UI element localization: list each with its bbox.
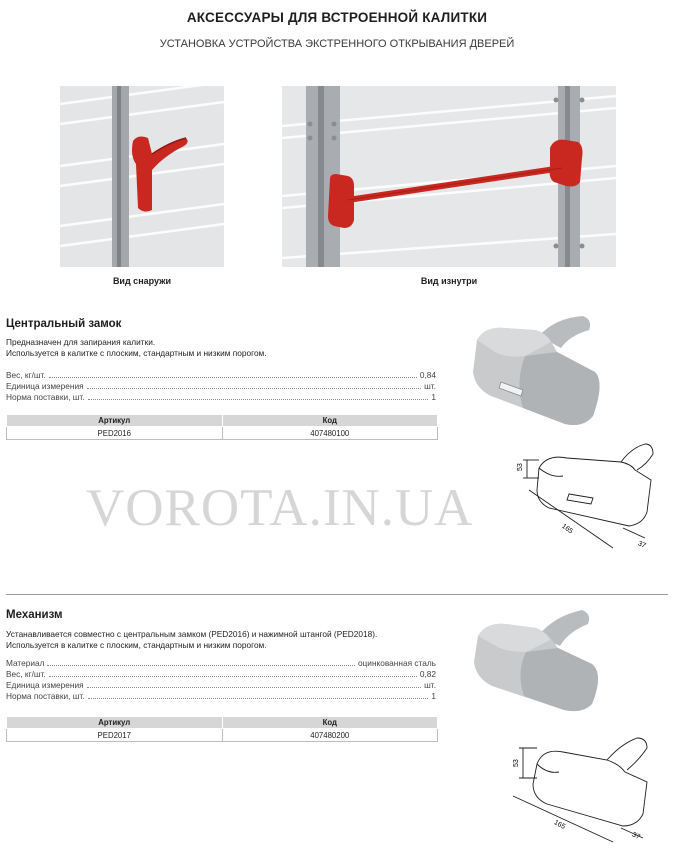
dim-height: 53 [513,759,520,767]
mechanism-drawing [503,730,665,844]
inside-view-caption: Вид изнутри [420,276,478,286]
spec-list [6,658,436,702]
outside-view-caption: Вид снаружи [112,276,172,286]
dim-width: 37 [630,831,641,842]
article-cell: PED2017 [7,729,223,742]
code-cell: 407480200 [222,729,438,742]
outside-view-photo [60,86,224,267]
section-divider [6,594,668,595]
product-description: Устанавливается совместно с центральным замком (PED2016) и нажимной штангой (PED2018). Используется в калитке с плоским, стандартным и низким порогом. [6,629,378,650]
spec-row: Вес, кг/шт. 0,84 [6,370,436,380]
dim-width: 37 [636,540,647,550]
dim-length: 165 [560,522,574,536]
page-title: АКСЕССУАРЫ ДЛЯ ВСТРОЕННОЙ КАЛИТКИ [186,10,488,25]
spec-row: Норма поставки, шт. 1 [6,691,436,701]
page-subtitle: УСТАНОВКА УСТРОЙСТВА ЭКСТРЕННОГО ОТКРЫВАНИЯ ДВЕРЕЙ [159,38,515,50]
inside-view-photo [282,86,616,267]
spec-row: Норма поставки, шт. 1 [6,392,436,402]
dim-height: 53 [517,463,524,471]
product-title-central-lock: Центральный замок [6,318,122,330]
spec-row: Единица измерения шт. [6,381,436,391]
article-cell: PED2016 [7,427,223,440]
spec-row: Единица измерения шт. [6,680,436,690]
dim-length: 165 [552,819,567,831]
spec-row: Материал оцинкованная сталь [6,658,436,668]
article-table: Артикул Код PED2017 407480200 [6,716,438,742]
article-table: Артикул Код PED2016 407480100 [6,414,438,440]
code-cell: 407480100 [222,427,438,440]
spec-row: Вес, кг/шт. 0,82 [6,669,436,679]
product-title-mechanism: Механизм [6,609,63,621]
central-lock-drawing [505,438,665,552]
mechanism-render [468,606,612,714]
spec-list [6,370,436,403]
product-description: Предназначен для запирания калитки. Используется в калитке с плоским, стандартным и низким порогом. [6,337,267,358]
watermark: VOROTA.IN.UA [86,479,474,537]
central-lock-render [465,312,615,430]
